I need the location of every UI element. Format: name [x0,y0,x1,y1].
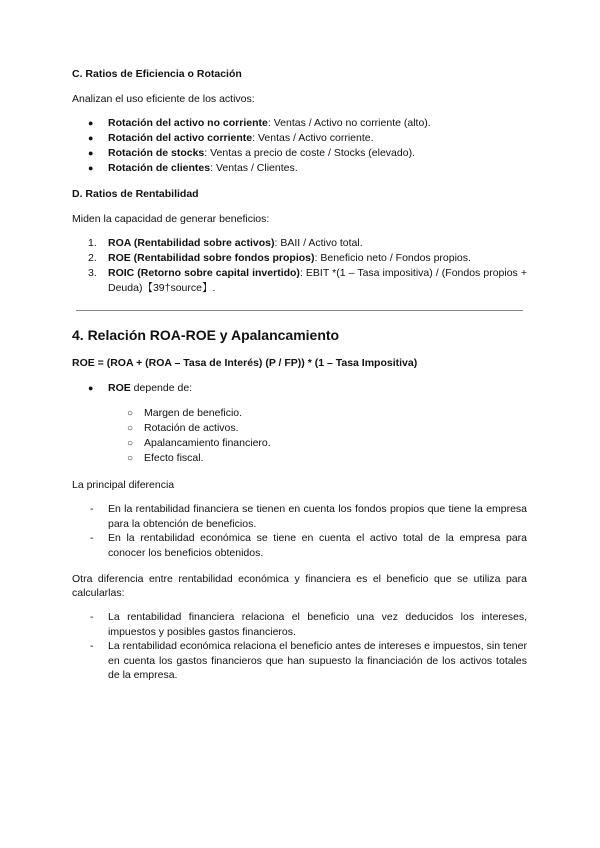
list-item [72,451,527,466]
bullet-icon: ● [88,118,94,128]
section-d-title: D. Ratios de Rentabilidad [72,188,199,200]
section-c-title: C. Ratios de Eficiencia o Rotación [72,68,242,80]
item-desc: : EBIT *(1 – Tasa impositiva) / (Fondos propios + Deuda)【39†source】. [108,267,527,294]
item-number: 3. [88,267,97,279]
item-number: 1. [88,237,97,249]
list-item [72,131,527,146]
bullet-icon: ● [88,383,94,393]
bullet-icon: ● [88,163,94,173]
circle-bullet-icon: ○ [127,408,134,419]
item-desc: : Beneficio neto / Fondos propios. [314,252,471,264]
other-difference-list [72,610,527,683]
item-desc: : BAII / Activo total. [274,237,363,249]
roe-formula: ROE = (ROA + (ROA – Tasa de Interés) (P / FP)) * (1 – Tasa Impositiva) [72,357,418,369]
list-item [72,610,527,639]
item-desc: : Ventas / Activo no corriente (alto). [267,117,431,129]
section-c-intro: Analizan el uso eficiente de los activos: [72,93,255,105]
dash-icon: - [90,503,94,515]
section-d-list [72,236,527,296]
item-desc: : Ventas a precio de coste / Stocks (elevado). [204,147,415,159]
section-d-intro: Miden la capacidad de generar beneficios: [72,213,270,225]
item-desc: depende de: [130,382,193,394]
bullet-icon: ● [88,148,94,158]
item-term: Rotación de clientes [108,162,211,174]
item-text: En la rentabilidad financiera se tienen en cuenta los fondos propios que tiene la empresa para la obtención de beneficios. [108,503,527,530]
section-4-title: 4. Relación ROA-ROE y Apalancamiento [72,327,340,343]
item-term: ROE [108,382,131,394]
circle-bullet-icon: ○ [127,423,134,434]
list-item [72,146,527,161]
item-text: La rentabilidad financiera relaciona el beneficio una vez deducidos los intereses, impuestos y posibles gastos financieros. [108,611,527,638]
item-term: Rotación de stocks [108,147,205,159]
item-term: ROIC (Retorno sobre capital invertido) [108,267,300,279]
list-item [72,266,527,296]
item-term: ROA (Rentabilidad sobre activos) [108,237,275,249]
factor-text: Rotación de activos. [144,422,239,434]
list-item [72,421,527,436]
list-item [72,251,527,266]
roe-list [72,381,527,396]
dash-icon: - [90,611,94,623]
other-difference-paragraph: Otra diferencia entre rentabilidad económica y financiera es el beneficio que se utiliza para calcularlas: [72,573,527,599]
item-desc: : Ventas / Clientes. [210,162,298,174]
list-item [72,639,527,683]
factor-text: Efecto fiscal. [144,452,204,464]
list-item [72,406,527,421]
difference-title: La principal diferencia [72,479,175,491]
item-number: 2. [88,252,97,264]
list-item [72,161,527,176]
item-text: En la rentabilidad económica se tiene en cuenta el activo total de la empresa para conocer los beneficios obtenidos. [108,532,527,559]
item-term: Rotación del activo no corriente [108,117,268,129]
factor-text: Margen de beneficio. [144,407,243,419]
list-item [72,436,527,451]
item-term: ROE (Rentabilidad sobre fondos propios) [108,252,315,264]
item-text: La rentabilidad económica relaciona el beneficio antes de intereses e impuestos, sin tener en cuenta los gastos financieros que han supuesto la financiación de los activos totales de la empresa. [108,640,527,681]
circle-bullet-icon: ○ [127,438,134,449]
document-page [72,68,527,695]
roe-factors-list [72,406,527,466]
bullet-icon: ● [88,133,94,143]
list-item [72,116,527,131]
dash-icon: - [90,532,94,544]
circle-bullet-icon: ○ [127,453,134,464]
factor-text: Apalancamiento financiero. [144,437,271,449]
list-item [72,381,527,396]
difference-list [72,502,527,560]
item-desc: : Ventas / Activo corriente. [252,132,374,144]
item-term: Rotación del activo corriente [108,132,253,144]
list-item [72,502,527,531]
list-item [72,236,527,251]
list-item [72,531,527,560]
horizontal-divider [76,310,523,311]
section-c-list [72,116,527,176]
dash-icon: - [90,640,94,652]
